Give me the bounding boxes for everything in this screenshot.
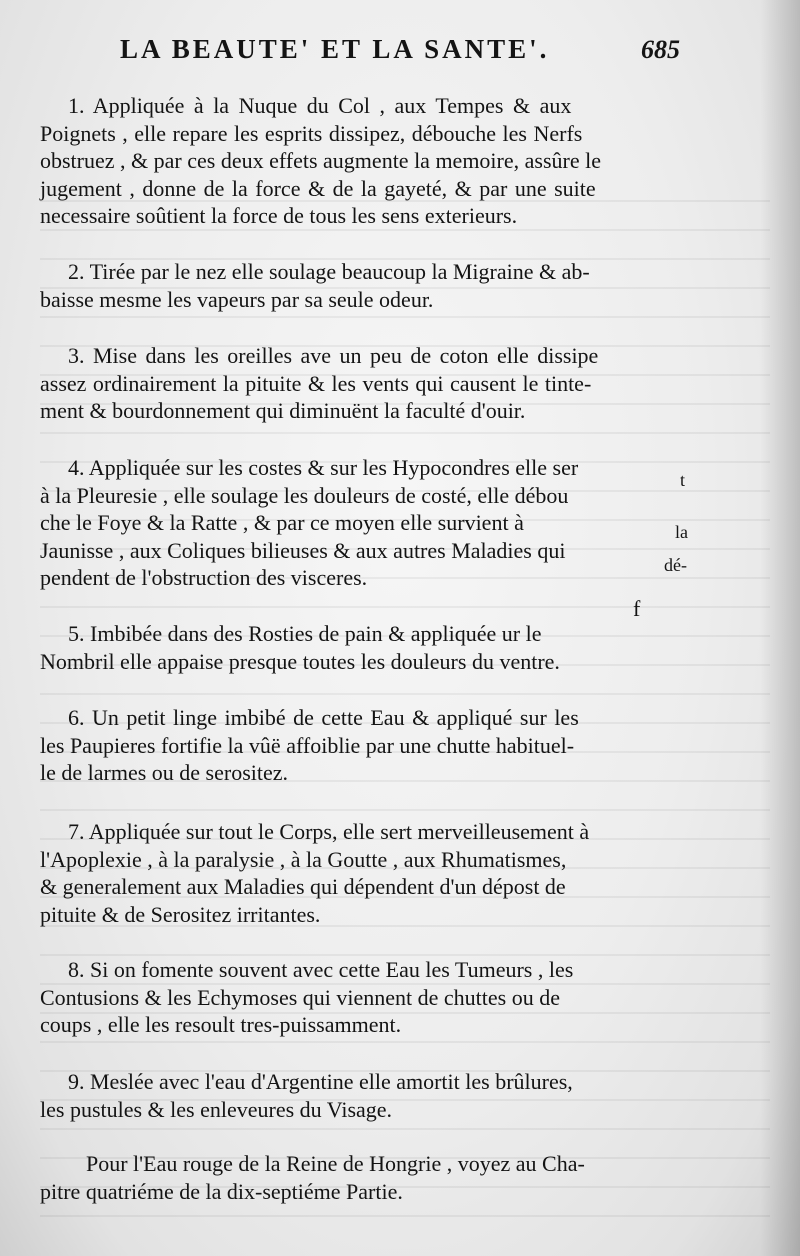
- text-line: che le Foye & la Ratte , & par ce moyen elle survient à: [40, 510, 524, 535]
- text-line: 7. Appliquée sur tout le Corps, elle sert merveilleusement à: [68, 819, 590, 844]
- page-header: [120, 34, 680, 65]
- text-line: baisse mesme les vapeurs par sa seule odeur.: [40, 286, 434, 312]
- text-line: Pour l'Eau rouge de la Reine de Hongrie , voyez au Cha-: [86, 1151, 585, 1176]
- paragraph-5: [40, 620, 700, 675]
- running-title: LA BEAUTE' ET LA SANTE'.: [120, 34, 550, 64]
- paragraph-10: [40, 1150, 700, 1205]
- text-line: ment & bourdonnement qui diminuënt la faculté d'ouir.: [40, 398, 526, 423]
- page-edge-shadow: [760, 0, 800, 1256]
- text-line: les Paupieres fortifie la vûë affoiblie par une chutte habituel-: [40, 732, 575, 758]
- text-line: l'Apoplexie , à la paralysie , à la Goutte , aux Rhumatismes,: [40, 846, 567, 872]
- paragraph-4: [40, 454, 700, 592]
- text-line: pituite & de Serositez irritantes.: [40, 901, 321, 927]
- margin-note-f: f: [633, 596, 641, 621]
- margin-note-t: t: [680, 470, 686, 490]
- text-line: 1. Appliquée à la Nuque du Col , aux Tempes & aux: [68, 93, 572, 118]
- text-line: & generalement aux Maladies qui dépendent d'un dépost de: [40, 874, 566, 899]
- text-line: 9. Meslée avec l'eau d'Argentine elle amortit les brûlures,: [68, 1069, 573, 1094]
- text-line: 3. Mise dans les oreilles ave un peu de coton elle dissipe: [68, 343, 599, 368]
- text-line: jugement , donne de la force & de la gayeté, & par une suite: [40, 175, 596, 201]
- text-line: pitre quatriéme de la dix-septiéme Partie.: [40, 1178, 403, 1204]
- text-line: les pustules & les enleveures du Visage.: [40, 1096, 393, 1122]
- text-line: pendent de l'obstruction des visceres.: [40, 565, 368, 590]
- paragraph-1: [40, 92, 700, 230]
- text-line: à la Pleuresie , elle soulage les douleurs de costé, elle débou: [40, 482, 569, 508]
- text-line: assez ordinairement la pituite & les vents qui causent le tinte-: [40, 370, 592, 396]
- text-line: Nombril elle appaise presque toutes les douleurs du ventre.: [40, 648, 560, 674]
- text-line: Contusions & les Echymoses qui viennent de chuttes ou de: [40, 984, 560, 1010]
- page-number: 685: [641, 35, 680, 64]
- text-line: le de larmes ou de serositez.: [40, 760, 289, 785]
- paragraph-9: [40, 1068, 700, 1123]
- paragraph-2: [40, 258, 700, 313]
- margin-note-la: la: [675, 522, 688, 542]
- text-line: necessaire soûtient la force de tous les sens exterieurs.: [40, 203, 518, 228]
- margin-note-de: dé-: [664, 555, 687, 575]
- text-line: 6. Un petit linge imbibé de cette Eau & appliqué sur les: [68, 705, 579, 730]
- text-line: 4. Appliquée sur les costes & sur les Hypocondres elle ser: [68, 455, 579, 480]
- text-line: obstruez , & par ces deux effets augmente la memoire, assûre le: [40, 148, 601, 173]
- paragraph-7: [40, 818, 700, 928]
- text-line: 8. Si on fomente souvent avec cette Eau les Tumeurs , les: [68, 957, 574, 982]
- text-line: 2. Tirée par le nez elle soulage beaucoup la Migraine & ab-: [68, 259, 590, 284]
- text-line: Jaunisse , aux Coliques bilieuses & aux autres Maladies qui: [40, 537, 566, 563]
- paragraph-8: [40, 956, 700, 1039]
- text-line: Poignets , elle repare les esprits dissipez, débouche les Nerfs: [40, 120, 583, 146]
- text-line: coups , elle les resoult tres-puissamment.: [40, 1012, 402, 1037]
- paragraph-3: [40, 342, 700, 425]
- paragraph-6: [40, 704, 700, 787]
- text-line: 5. Imbibée dans des Rosties de pain & appliquée ur le: [68, 621, 542, 646]
